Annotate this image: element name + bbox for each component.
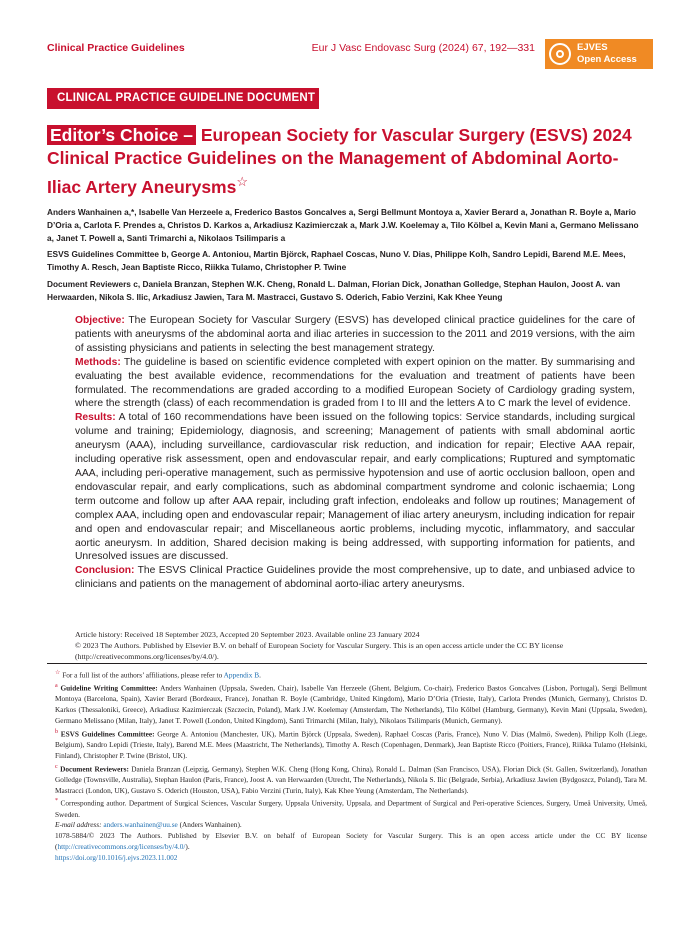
email-link[interactable]: anders.wanhainen@uu.se	[103, 820, 178, 830]
article-title	[47, 124, 647, 199]
corresponding-author-text: Corresponding author. Department of Surgical Sciences, Vascular Surgery, Uppsala University, Uppsala, and Department of Surgical and Peri-operative Sciences, Surgery, Umeå University, Umeå, Sweden.	[55, 798, 647, 819]
footnotes	[47, 663, 647, 864]
document-reviewers-list: Document Reviewers c, Daniela Branzan, Stephen W.K. Cheng, Ronald L. Dalman, Florian Dick, Jonathan Golledge, Stephan Haulon, Joost A. van Herwaarden, Nikola S. Ilic, Arkadiusz Jawien, Tara M. Mastracci, Gustavo S. Oderich, Fabio Verzini, Kak Khee Yeung	[47, 279, 621, 302]
methods-text: The guideline is based on scientific evidence completed with expert opinion on the matter. By summarising and evaluating the best available evidence, recommendations for the evaluation and treatment of patients have been formulated. The recommendations are graded according to a modified European Society of Cardiology grading system, where the strength (class) of each recommendation is graded from I to III and the letters A to C mark the level of evidence.	[75, 356, 635, 410]
star-footnote-icon: ☆	[55, 670, 61, 676]
objective-text: The European Society for Vascular Surgery (ESVS) has developed clinical practice guidelines for the care of patients with aneurysms of the abdominal aorta and iliac arteries in succession to the 2011 and 2019 versions, with the aim of assisting physicians and patients in selecting the best management strategy.	[75, 315, 635, 354]
footnote-b-heading: ESVS Guidelines Committee:	[60, 729, 155, 739]
footnote-a-text: Anders Wanhainen (Uppsala, Sweden, Chair), Isabelle Van Herzeele (Ghent, Belgium, Co-chair), Frederico Bastos Goncalves (Lisbon, Portugal), Sergi Bellmunt Montoya (Barcelona, Spain), Xavier Berard (Bordeaux, France), Jonathan R. Boyle (Cambridge, United Kingdom), Mario D’Oria (Trieste, Italy), Carlota Prendes (Munich, Germany), Christos D. Karkos (Thessaloniki, Greece), Arkadiusz Kazimierczak (Szczecin, Poland), Mark J.W. Koelemay (Amsterdam, The Netherlands), Tilo Kölbel (Hamburg, Germany), Kevin Mani (Uppsala, Sweden), Germano Melissano (Milan, Italy), Janet T. Powell (London, United Kingdom), Santi Trimarchi (Milan, Italy), Nikolaos Tsilimparis (Munich, Germany).	[55, 683, 647, 726]
abstract-methods	[75, 356, 635, 412]
editors-choice-label: Editor’s Choice –	[47, 125, 196, 145]
badge-journal-label: EJVES	[577, 42, 608, 53]
footnote-issn: 1078-5884/© 2023 The Authors. Published by Elsevier B.V. on behalf of European Society for Vascular Surgery. This is an open access article under the CC BY license (http://creativecommons.org/licenses/by/4.0/).	[55, 831, 647, 852]
footnote-doi	[47, 853, 647, 864]
affiliations-note: For a full list of the authors’ affiliations, please refer to	[62, 670, 224, 680]
footnote-c: $^c$ Document Reviewers: Daniela Branzan (Leipzig, Germany), Stephen W.K. Cheng (Hong Kong, China), Ronald L. Dalman (San Francisco, USA), Florian Dick (St. Gallen, Switzerland), Jonathan Golledge (Townsville, Australia), Stephan Haulon (Paris, France), Joost A. van Herwaarden (Utrecht, The Netherlands), Nikola S. Ilic (Belgrade, Serbia), Arkadiusz Jawien (Bydgoszcz, Poland), Tara M. Mastracci (London, UK), Gustavo S. Oderich (Houston, USA), Fabio Verzini (Turin, Italy), Kak Khee Yeung (Amsterdam, The Netherlands).	[55, 763, 647, 795]
badge-open-access-label: Open Access	[577, 54, 637, 65]
document-type-banner: CLINICAL PRACTICE GUIDELINE DOCUMENT	[47, 88, 319, 109]
license-link[interactable]: http://creativecommons.org/licenses/by/4.0/	[57, 842, 186, 852]
email-owner: (Anders Wanhainen).	[177, 820, 242, 830]
conclusion-heading: Conclusion:	[75, 565, 135, 577]
author-list: Anders Wanhainen a,*, Isabelle Van Herzeele a, Frederico Bastos Goncalves a, Sergi Bellmunt Montoya a, Xavier Berard a, Jonathan R. Boyle a, Mario D’Oria a, Carlota F. Prendes a, Christos D. Karkos a, Arkadiusz Kazimierczak a, Mark J.W. Koelemay a, Tilo Kölbel a, Kevin Mani a, Germano Melissano a, Janet T. Powell a, Santi Trimarchi a, Nikolaos Tsilimparis a	[47, 207, 639, 243]
footnote-c-heading: Document Reviewers:	[60, 764, 129, 774]
footnote-b: $^b$ ESVS Guidelines Committee: George A. Antoniou (Manchester, UK), Martin Björck (Uppsala, Sweden), Raphael Coscas (Paris, France), Nuno V. Dias (Malmö, Sweden), Philipp Kolh (Liege, Belgium), Sandro Lepidi (Trieste, Italy), Barend M.E. Mees (Maastricht, The Netherlands), Timothy A. Resch (Copenhagen, Denmark), Jean Baptiste Ricco (Poitiers, France), Riikka Tulamo (Helsinki, Finland), Christopher P. Twine (Bristol, UK).	[55, 728, 647, 760]
abstract	[75, 314, 635, 592]
results-heading: Results:	[75, 412, 116, 424]
article-dates: Article history: Received 18 September 2023, Accepted 20 September 2023. Available online 23 January 2024	[75, 630, 420, 639]
running-title: Clinical Practice Guidelines	[47, 42, 185, 54]
star-icon[interactable]: ☆	[236, 174, 249, 189]
footnote-a-heading: Guideline Writing Committee:	[60, 683, 158, 693]
appendix-b-link[interactable]: Appendix B	[223, 670, 260, 680]
issn-text: 1078-5884/© 2023 The Authors. Published by Elsevier B.V. on behalf of European Society for Vascular Surgery. This is an open access article under the CC BY license (	[55, 831, 647, 852]
journal-reference[interactable]: Eur J Vasc Endovasc Surg (2024) 67, 192—331	[311, 42, 535, 54]
footnote-affiliations: ☆ For a full list of the authors’ affiliations, please refer to Appendix B.	[55, 670, 261, 680]
results-text: A total of 160 recommendations have been issued on the following topics: Service standards, including surgical volume and training; Epidemiology, diagnosis, and screening; Management of patients with small abdominal aortic aneurysm (AAA), including surveillance, cardiovascular risk reduction, and indication for repair; Elective AAA repair, including operative risk assessment, open and endovascular repair, and early complications; Ruptured and symptomatic AAA, including peri-operative management, such as permissive hypotension and use of aortic occlusion balloon, open and endovascular repair, and early complications, such as abdominal compartment syndrome and colonic ischaemia; Long term outcome and follow up after AAA repair, including graft infection, endoleaks and follow up routines; Management of complex AAA, including open and endovascular repair; Management of iliac artery aneurysm, including indication for repair and open and endovascular repair; and Miscellaneous aortic problems, including mycotic, inflammatory, and saccular aortic aneurysm. In addition, Shared decision making is being addressed, with supporting information for patients, and Unresolved issues are discussed.	[75, 412, 635, 563]
abstract-conclusion	[75, 564, 635, 592]
abstract-objective	[75, 314, 635, 356]
email-label: E-mail address:	[55, 820, 104, 830]
footnote-email	[47, 820, 647, 831]
copyright-notice: © 2023 The Authors. Published by Elsevier B.V. on behalf of European Society for Vascular Surgery. This is an open access article under the CC BY license (http://creativecommons.org/licenses/by/4.0/).	[75, 641, 564, 661]
footnote-corresponding: * Corresponding author. Department of Surgical Sciences, Vascular Surgery, Uppsala University, Uppsala, and Department of Surgical and Peri-operative Sciences, Surgery, Umeå University, Umeå, Sweden.	[55, 798, 647, 819]
guidelines-committee-list: ESVS Guidelines Committee b, George A. Antoniou, Martin Björck, Raphael Coscas, Nuno V. Dias, Philippe Kolh, Sandro Lepidi, Barend M.E. Mees, Timothy A. Resch, Jean Baptiste Ricco, Riikka Tulamo, Christopher P. Twine	[47, 249, 626, 272]
footnote-a: $^a$ Guideline Writing Committee: Anders Wanhainen (Uppsala, Sweden, Chair), Isabelle Van Herzeele (Ghent, Belgium, Co-chair), Frederico Bastos Goncalves (Lisbon, Portugal), Sergi Bellmunt Montoya (Barcelona, Spain), Xavier Berard (Bordeaux, France), Jonathan R. Boyle (Cambridge, United Kingdom), Mario D’Oria (Trieste, Italy), Carlota Prendes (Munich, Germany), Christos D. Karkos (Thessaloniki, Greece), Arkadiusz Kazimierczak (Szczecin, Poland), Mark J.W. Koelemay (Amsterdam, The Netherlands), Tilo Kölbel (Hamburg, Germany), Kevin Mani (Uppsala, Sweden), Germano Melissano (Milan, Italy), Janet T. Powell (London, United Kingdom), Santi Trimarchi (Milan, Italy), Nikolaos Tsilimparis (Munich, Germany).	[55, 683, 647, 726]
conclusion-text: The ESVS Clinical Practice Guidelines provide the most comprehensive, up to date, and unbiased advice to clinicians and patients on the management of abdominal aorto-iliac artery aneurysms.	[75, 565, 635, 591]
page-header	[47, 40, 653, 72]
methods-heading: Methods:	[75, 356, 121, 368]
footnote-c-text: Daniela Branzan (Leipzig, Germany), Stephen W.K. Cheng (Hong Kong, China), Ronald L. Dalman (San Francisco, USA), Florian Dick (St. Gallen, Switzerland), Jonathan Golledge (Townsville, Australia), Stephan Haulon (Paris, France), Joost A. van Herwaarden (Utrecht, The Netherlands), Nikola S. Ilic (Belgrade, Serbia), Arkadiusz Jawien (Bydgoszcz, Poland), Tara M. Mastracci (London, UK), Gustavo S. Oderich (Houston, USA), Fabio Verzini (Turin, Italy), Kak Khee Yeung (Amsterdam, The Netherlands).	[55, 764, 647, 795]
title-text: European Society for Vascular Surgery (ESVS) 2024 Clinical Practice Guidelines on the Management of Abdominal Aorto-Iliac Artery Aneurysms	[47, 125, 632, 197]
footnote-b-text: George A. Antoniou (Manchester, UK), Martin Björck (Uppsala, Sweden), Raphael Coscas (Paris, France), Nuno V. Dias (Malmö, Sweden), Philipp Kolh (Liege, Belgium), Sandro Lepidi (Trieste, Italy), Barend M.E. Mees (Maastricht, The Netherlands), Timothy A. Resch (Copenhagen, Denmark), Jean Baptiste Ricco (Poitiers, France), Riikka Tulamo (Helsinki, Finland), Christopher P. Twine (Bristol, UK).	[55, 729, 647, 760]
open-access-badge[interactable]	[545, 39, 653, 69]
article-history	[75, 629, 635, 662]
objective-heading: Objective:	[75, 315, 125, 326]
open-access-icon	[549, 43, 571, 65]
abstract-results	[75, 411, 635, 564]
doi-link[interactable]: https://doi.org/10.1016/j.ejvs.2023.11.002	[55, 852, 178, 862]
